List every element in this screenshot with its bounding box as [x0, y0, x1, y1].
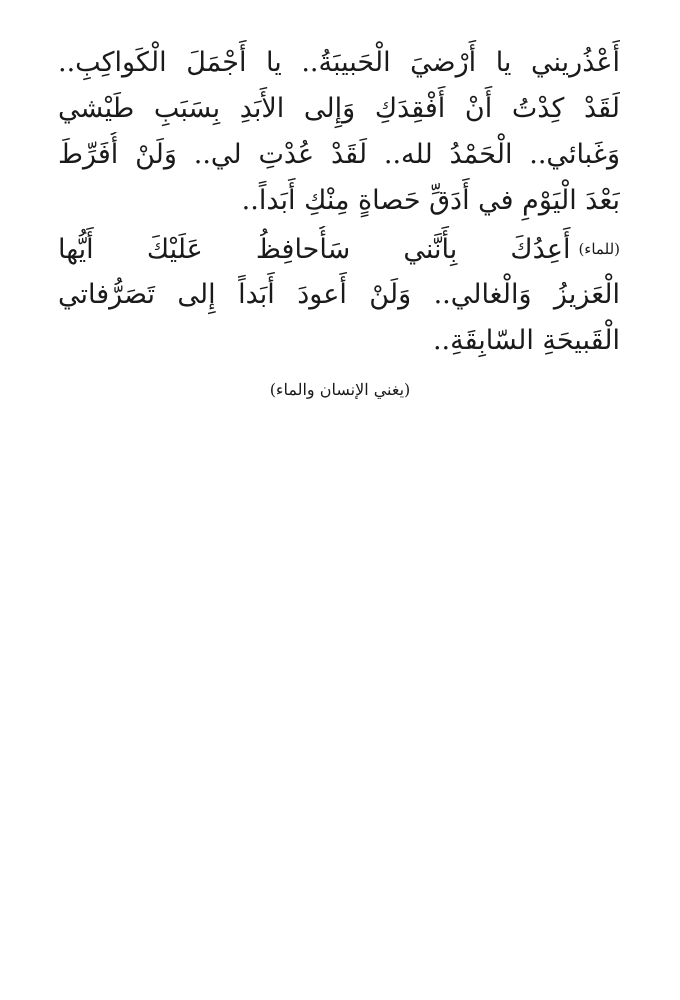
speaker-direction: (للماء)	[578, 240, 620, 258]
dialogue-paragraph-apology-to-earth	[58, 40, 620, 224]
text-line: الْعَزيزُ وَالْغالي.. وَلَنْ أَعودَ أَبَداً إِلى تَصَرُّفاتي	[58, 279, 620, 310]
text-line: أَعْذُريني يا أَرْضيَ الْحَبيبَةُ.. يا أَجْمَلَ الْكَواكِبِ..	[58, 47, 620, 78]
text-line: وَغَبائي.. الْحَمْدُ لله.. لَقَدْ عُدْتِ لي.. وَلَنْ أُفَرِّطَ	[58, 139, 620, 170]
text-line-with-speaker	[58, 226, 620, 272]
text-line: أَعِدُكَ بِأَنَّني سَأُحافِظُ عَلَيْكَ أَيُّها	[58, 234, 571, 265]
text-line: لَقَدْ كِدْتُ أَنْ أَفْقِدَكِ وَإِلى الأَبَدِ بِسَبَبِ طَيْشي	[58, 93, 620, 124]
dialogue-paragraph-promise-to-water	[58, 226, 620, 364]
text-line: الْقَبيحَةِ السّابِقَةِ..	[432, 325, 620, 356]
text-line: بَعْدَ الْيَوْمِ في أَدَقِّ حَصاةٍ مِنْكِ أَبَداً..	[241, 185, 620, 216]
stage-direction: (يغني الإنسان والماء)	[269, 380, 411, 399]
